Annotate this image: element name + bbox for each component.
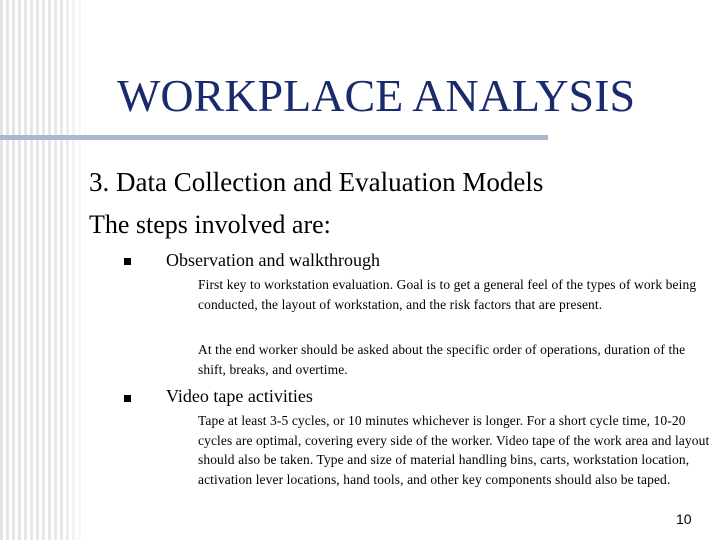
step-heading-observation: Observation and walkthrough [166, 250, 380, 270]
title-divider [0, 135, 548, 140]
stripes-fade [0, 0, 88, 540]
bullet-icon [124, 395, 131, 402]
step-paragraph: Tape at least 3-5 cycles, or 10 minutes whichever is longer. For a short cycle time, 10-20 cycles are optimal, covering every side of the worker. Video tape of the work area and layout should also be taken. Type and size of material handling bins, carts, workstation location, activation lever locations, hand tools, and other key components should also be taped. [198, 413, 710, 487]
step-paragraph: At the end worker should be asked about the specific order of operations, duration of the shift, breaks, and overtime. [198, 342, 686, 377]
step-paragraph: First key to workstation evaluation. Goal is to get a general feel of the types of work being conducted, the layout of workstation, and the risk factors that are present. [198, 277, 697, 312]
page-title: WORKPLACE ANALYSIS [117, 70, 636, 121]
page-number: 10 [676, 511, 692, 527]
step-heading-video: Video tape activities [166, 386, 313, 406]
bullet-icon [124, 258, 131, 265]
intro-text: The steps involved are: [89, 210, 331, 239]
section-heading: 3. Data Collection and Evaluation Models [89, 167, 544, 197]
